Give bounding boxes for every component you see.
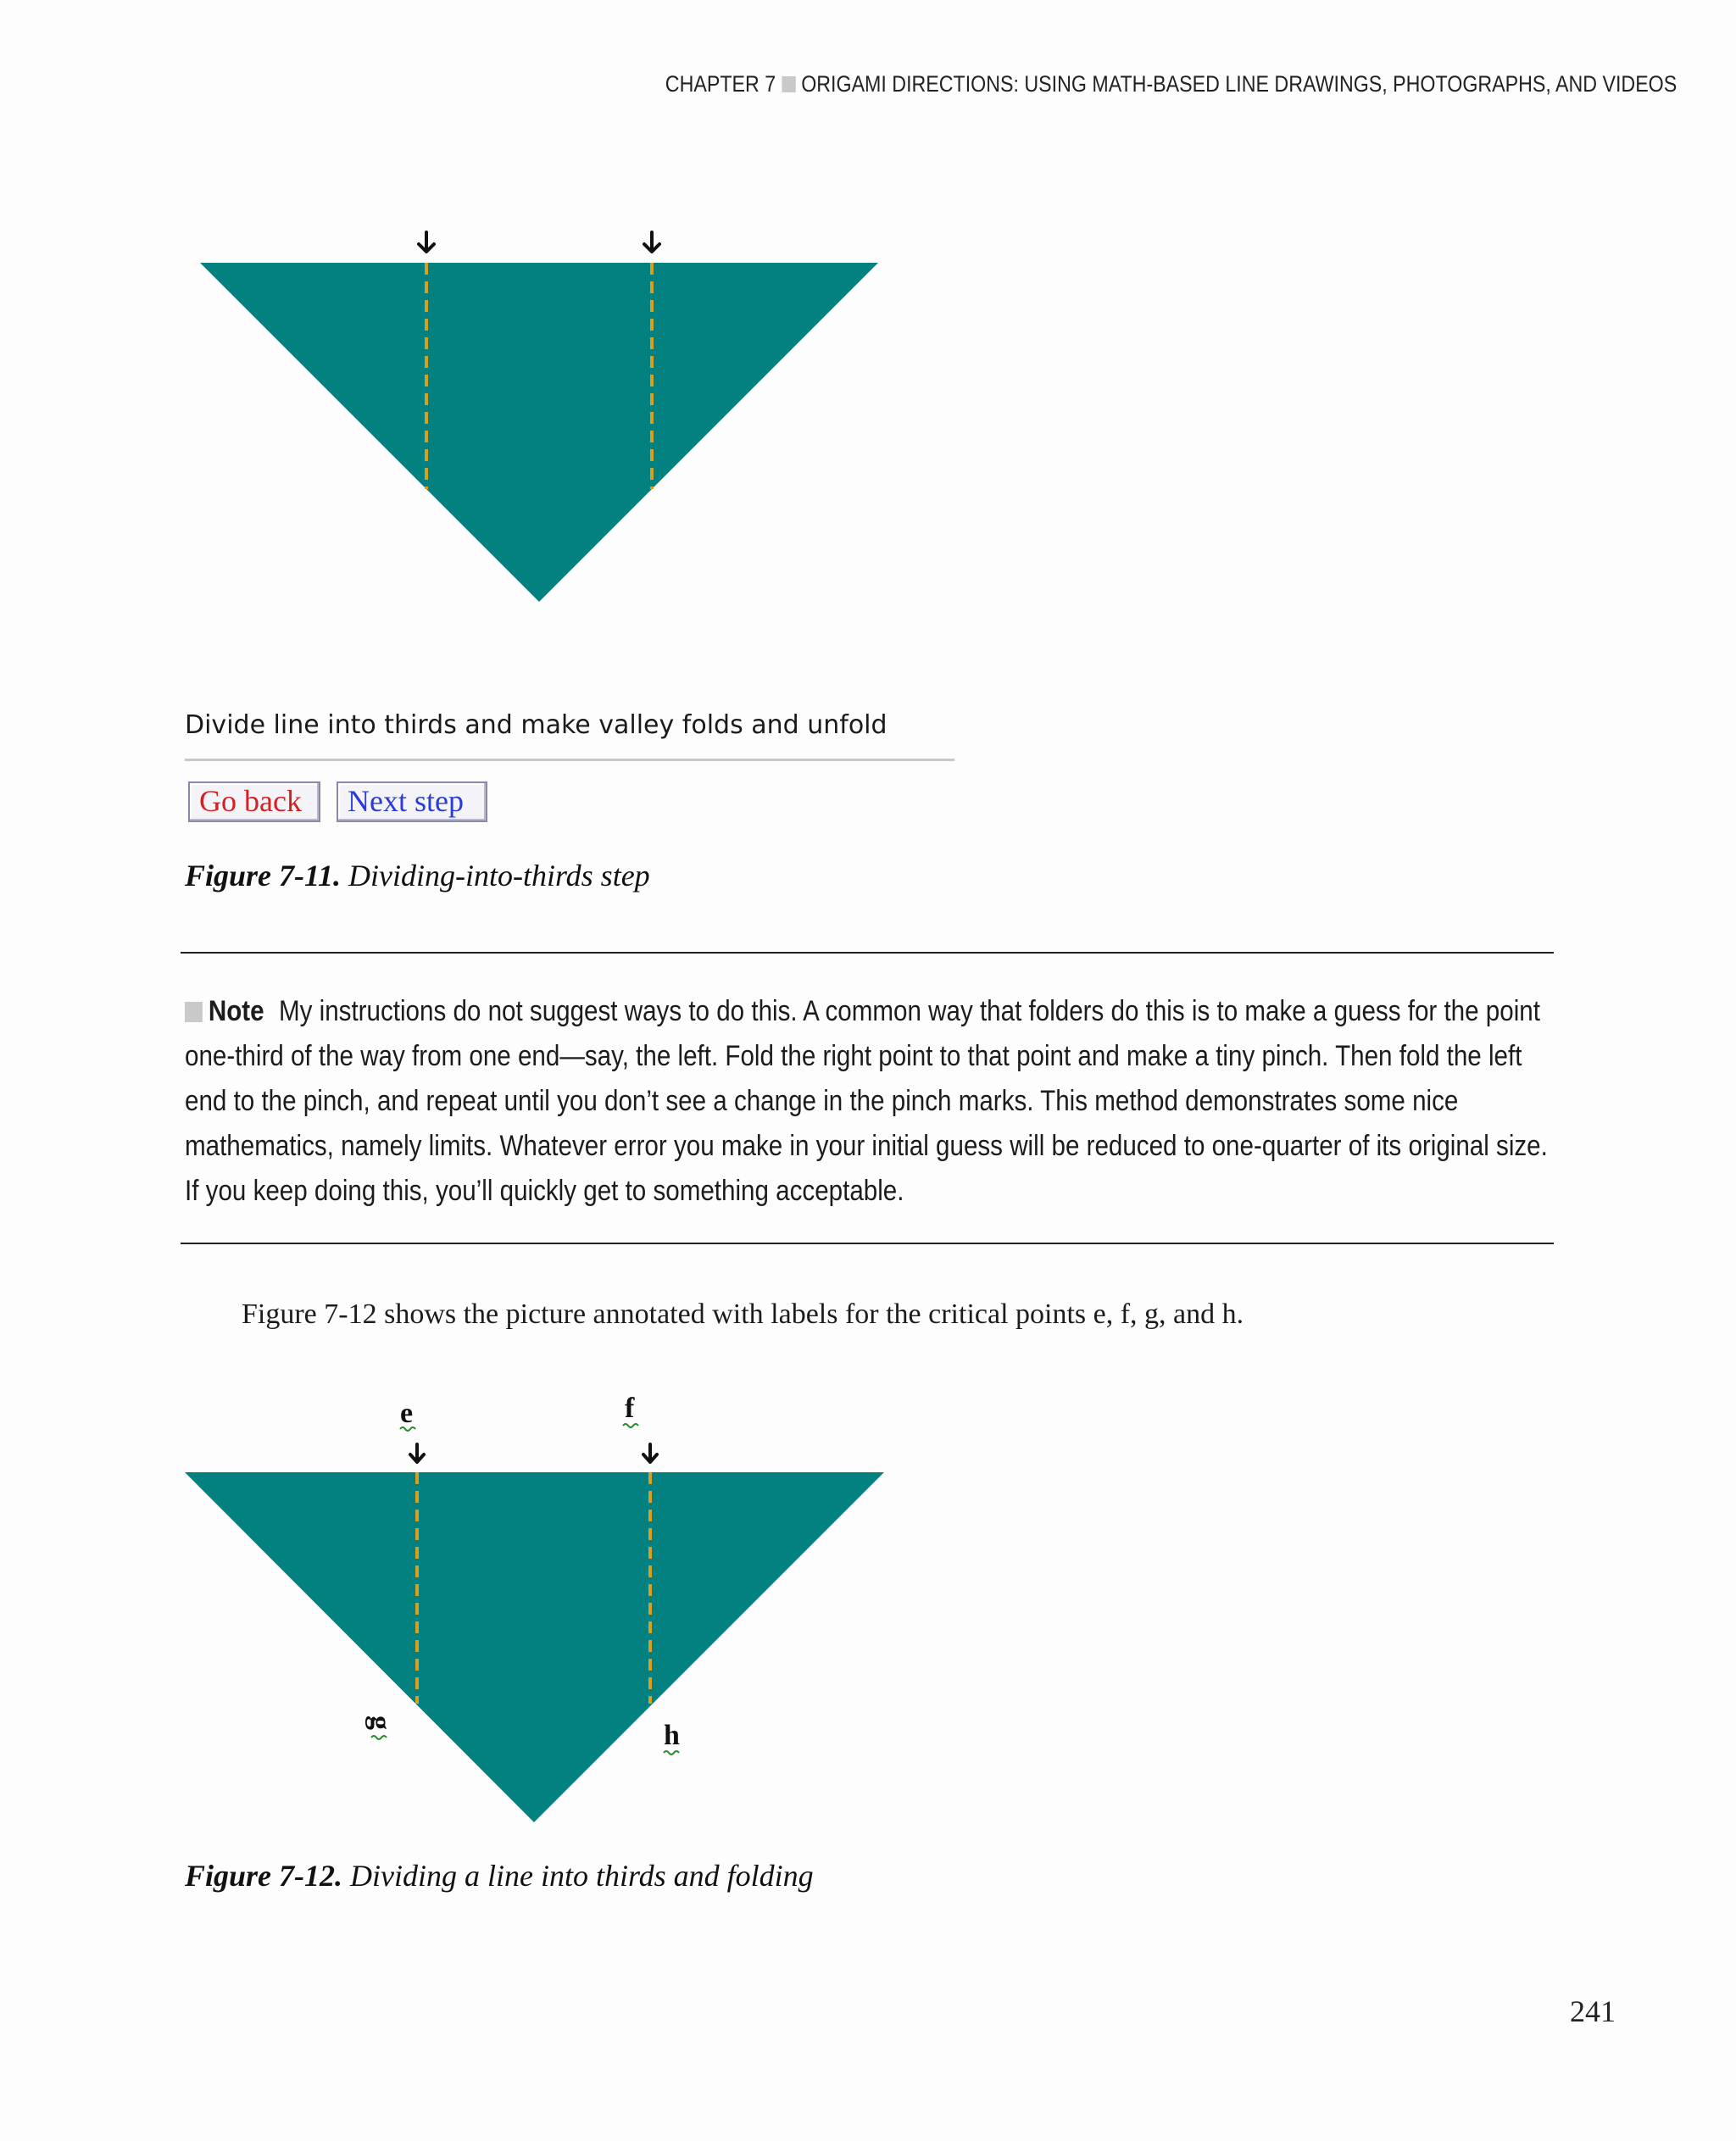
figure-7-11-caption [185,858,650,893]
caption-text: Dividing a line into thirds and folding [342,1859,814,1893]
folded-paper-triangle [200,263,878,602]
arrow-down-icon [410,1444,424,1462]
next-step-button[interactable]: Next step [337,781,487,822]
note-block [185,989,1564,1214]
chapter-title: ORIGAMI DIRECTIONS: USING MATH-BASED LINE DRAWINGS, PHOTOGRAPHS, AND VIDEOS [801,71,1678,97]
point-label-e: e [400,1398,414,1429]
arrow-down-icon [419,232,434,252]
body-paragraph: Figure 7-12 shows the picture annotated with labels for the critical points e, f, g, and h. [242,1299,1244,1330]
fold-instruction-text: Divide line into thirds and make valley folds and unfold [185,710,887,740]
page-number: 241 [1570,1994,1616,2028]
caption-label: Figure 7-11. [185,859,342,893]
note-label: Note [208,995,264,1027]
note-top-rule [181,952,1554,954]
arrow-down-icon [644,232,659,252]
squiggle-underline-icon [623,1424,638,1427]
point-label-f: f [625,1393,635,1424]
note-square-icon [185,1002,203,1022]
figure-7-11-diagram [186,222,899,612]
caption-label: Figure 7-12. [185,1859,343,1893]
figure-7-12-diagram [170,1380,915,1838]
separator-square-icon [782,76,795,92]
squiggle-underline-icon [371,1736,387,1739]
go-back-button[interactable]: Go back [188,781,320,822]
running-head [665,71,1678,97]
folded-paper-triangle [185,1472,884,1822]
figure-7-12-caption [185,1858,814,1894]
squiggle-underline-icon [664,1751,679,1755]
note-bottom-rule [181,1243,1554,1244]
point-label-g: g [364,1716,396,1730]
caption-text: Dividing-into-thirds step [341,859,650,893]
note-text: My instructions do not suggest ways to do this. A common way that folders do this is to make a guess for the point one-third of the way from one end—say, the left. Fold the right point to that point and make a tiny pinch. Then fold the left end to the pinch, and repeat until you don’t see a change in the pinch marks. This method demonstrates some nice mathematics, namely limits. Whatever error you make in your initial guess will be reduced to one-quarter of its original size. If you keep doing this, you’ll quickly get to something acceptable. [185,995,1548,1207]
chapter-label: CHAPTER 7 [665,71,776,97]
point-label-h: h [664,1720,680,1751]
divider-line [185,759,954,761]
arrow-down-icon [643,1444,657,1462]
